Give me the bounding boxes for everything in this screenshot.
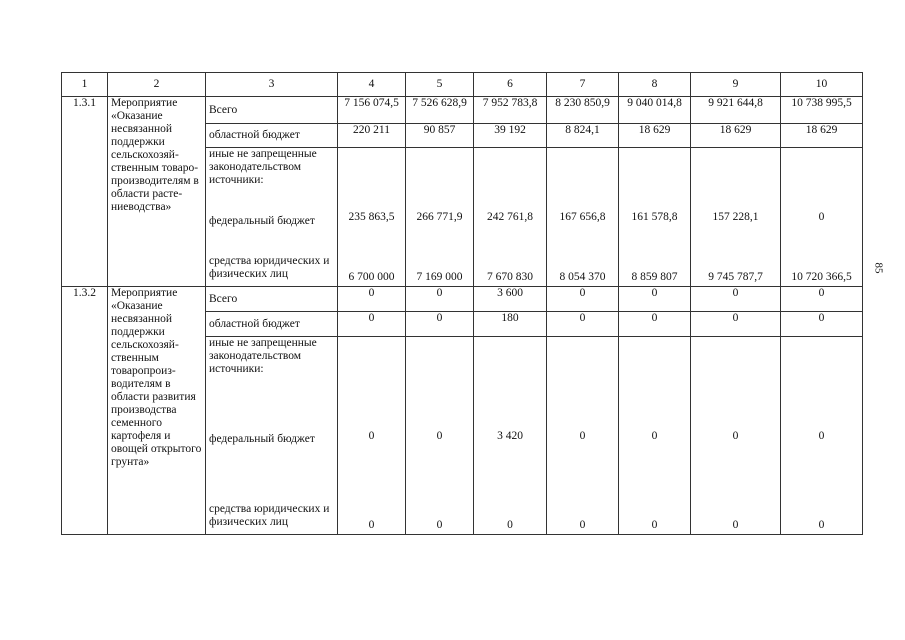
spacer xyxy=(820,340,823,353)
spacer xyxy=(509,340,512,353)
column-header: 7 xyxy=(547,73,619,97)
legal-amount: 0 xyxy=(818,519,825,531)
amount-cell xyxy=(547,148,619,287)
amount-cell: 0 xyxy=(406,312,474,337)
federal-amount: 0 xyxy=(579,429,586,442)
legal-entities-label: средства юридических и физических лиц xyxy=(209,503,330,528)
amount-cell: 0 xyxy=(406,287,474,312)
amount-cell: 0 xyxy=(547,287,619,312)
amount-cell xyxy=(781,148,863,287)
amount-cell: 0 xyxy=(691,312,781,337)
amount-cell xyxy=(547,337,619,535)
legal-amount: 7 169 000 xyxy=(416,271,463,283)
spacer xyxy=(653,151,656,164)
amount-cell xyxy=(406,337,474,535)
column-header: 1 xyxy=(62,73,108,97)
legal-amount: 7 670 830 xyxy=(487,271,533,283)
federal-amount: 0 xyxy=(436,429,443,442)
amount-cell xyxy=(338,337,406,535)
table-row xyxy=(62,97,863,124)
other-sources-label: иные не запрещенные законодательством источники: xyxy=(209,148,317,186)
spacer xyxy=(370,151,373,164)
spacer xyxy=(653,340,656,353)
amount-cell: 7 156 074,5 xyxy=(338,97,406,124)
federal-budget-label: федеральный бюджет xyxy=(209,214,315,227)
amount-cell: 0 xyxy=(619,287,691,312)
legal-amount: 10 720 366,5 xyxy=(791,271,852,283)
amount-cell: 220 211 xyxy=(338,124,406,148)
amount-cell: 3 600 xyxy=(474,287,547,312)
amount-cell xyxy=(474,148,547,287)
header-row xyxy=(62,73,863,97)
legal-entities-label: средства юридических и физических лиц xyxy=(209,255,330,280)
sources-cell xyxy=(206,337,338,535)
amount-cell xyxy=(691,337,781,535)
amount-cell xyxy=(619,148,691,287)
amount-cell: 18 629 xyxy=(619,124,691,148)
spacer xyxy=(734,151,737,164)
legal-amount: 0 xyxy=(507,519,513,531)
budget-table xyxy=(61,72,863,535)
legal-amount: 0 xyxy=(732,519,739,531)
amount-cell: 0 xyxy=(781,312,863,337)
legal-amount: 8 859 807 xyxy=(631,271,678,283)
amount-cell xyxy=(338,148,406,287)
amount-cell: 9 040 014,8 xyxy=(619,97,691,124)
amount-cell: 39 192 xyxy=(474,124,547,148)
federal-amount: 157 228,1 xyxy=(712,211,759,223)
legal-amount: 0 xyxy=(436,519,443,531)
federal-amount: 0 xyxy=(818,211,825,223)
spacer xyxy=(581,151,584,164)
amount-cell: 8 824,1 xyxy=(547,124,619,148)
total-label: Всего xyxy=(206,97,338,124)
spacer xyxy=(438,340,441,353)
federal-amount: 242 761,8 xyxy=(487,211,533,223)
federal-amount: 161 578,8 xyxy=(631,211,678,223)
total-label: Всего xyxy=(206,287,338,312)
amount-cell: 180 xyxy=(474,312,547,337)
federal-budget-label: федеральный бюджет xyxy=(209,433,315,445)
legal-amount: 0 xyxy=(651,519,658,531)
amount-cell: 7 952 783,8 xyxy=(474,97,547,124)
spacer xyxy=(820,151,823,164)
measure-name: Мероприятие «Оказание несвязанной поддержки сельскохозяй-ственным товаро-производителям в области расте-ниеводства» xyxy=(108,97,206,287)
amount-cell: 0 xyxy=(619,312,691,337)
regional-budget-label: областной бюджет xyxy=(206,312,338,337)
amount-cell: 0 xyxy=(338,312,406,337)
legal-amount: 0 xyxy=(368,519,375,531)
spacer xyxy=(509,151,512,164)
measure-code: 1.3.2 xyxy=(62,287,108,535)
amount-cell xyxy=(474,337,547,535)
amount-cell: 10 738 995,5 xyxy=(781,97,863,124)
spacer xyxy=(438,151,441,164)
spacer xyxy=(370,340,373,353)
other-sources-label: иные не запрещенные законодательством источники: xyxy=(209,337,317,375)
spacer xyxy=(734,340,737,353)
federal-amount: 235 863,5 xyxy=(348,211,395,223)
amount-cell: 18 629 xyxy=(781,124,863,148)
federal-amount: 0 xyxy=(368,429,375,442)
federal-amount: 3 420 xyxy=(497,429,523,442)
legal-amount: 9 745 787,7 xyxy=(708,271,763,283)
column-header: 8 xyxy=(619,73,691,97)
table-row xyxy=(62,287,863,312)
amount-cell: 9 921 644,8 xyxy=(691,97,781,124)
amount-cell xyxy=(691,148,781,287)
amount-cell xyxy=(406,148,474,287)
measure-code: 1.3.1 xyxy=(62,97,108,287)
amount-cell: 0 xyxy=(338,287,406,312)
amount-cell: 8 230 850,9 xyxy=(547,97,619,124)
amount-cell xyxy=(619,337,691,535)
regional-budget-label: областной бюджет xyxy=(206,124,338,148)
measure-name: Мероприятие «Оказание несвязанной поддержки сельскохозяй-ственным товаропроиз-водителям в области развития производства семенного картофеля и овощей открытого грунта» xyxy=(108,287,206,535)
column-header: 6 xyxy=(474,73,547,97)
column-header: 9 xyxy=(691,73,781,97)
page-number: 85 xyxy=(872,262,885,274)
amount-cell: 7 526 628,9 xyxy=(406,97,474,124)
column-header: 10 xyxy=(781,73,863,97)
amount-cell: 0 xyxy=(781,287,863,312)
federal-amount: 0 xyxy=(651,429,658,442)
federal-amount: 266 771,9 xyxy=(416,211,463,223)
amount-cell xyxy=(781,337,863,535)
federal-amount: 0 xyxy=(818,429,825,442)
sources-cell xyxy=(206,148,338,287)
legal-amount: 0 xyxy=(579,519,586,531)
column-header: 3 xyxy=(206,73,338,97)
legal-amount: 8 054 370 xyxy=(559,271,606,283)
federal-amount: 0 xyxy=(732,429,739,442)
column-header: 4 xyxy=(338,73,406,97)
amount-cell: 18 629 xyxy=(691,124,781,148)
amount-cell: 0 xyxy=(691,287,781,312)
federal-amount: 167 656,8 xyxy=(559,211,606,223)
column-header: 2 xyxy=(108,73,206,97)
amount-cell: 90 857 xyxy=(406,124,474,148)
spacer xyxy=(581,340,584,353)
amount-cell: 0 xyxy=(547,312,619,337)
column-header: 5 xyxy=(406,73,474,97)
legal-amount: 6 700 000 xyxy=(348,271,395,283)
